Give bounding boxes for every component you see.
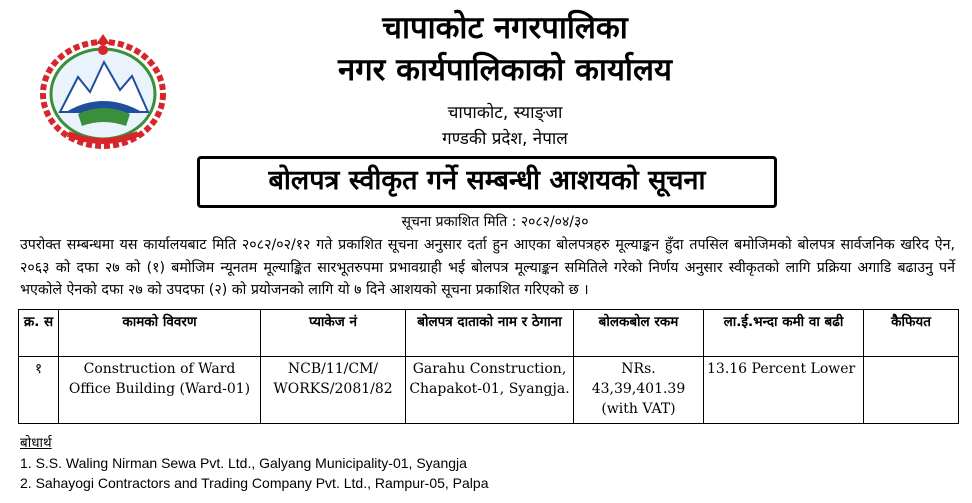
col-header-work: कामको विवरण [59, 310, 261, 357]
table-row [19, 357, 959, 424]
cell-sn: १ [19, 357, 59, 424]
notice-title: बोलपत्र स्वीकृत गर्ने सम्बन्धी आशयको सूचना [197, 156, 777, 208]
note-item: 2. Sahayogi Contractors and Trading Company Pvt. Ltd., Rampur-05, Palpa [20, 475, 489, 491]
address-line-2: गण्डकी प्रदेश, नेपाल [442, 129, 568, 149]
cell-bidder: Garahu Construction, Chapakot-01, Syangja. [406, 357, 574, 424]
cell-work: Construction of Ward Office Building (Ward-01) [59, 357, 261, 424]
notes-section [20, 433, 488, 493]
col-header-bidder: बोलपत्र दाताको नाम र ठेगाना [406, 310, 574, 357]
office-name: नगर कार्यपालिकाको कार्यालय [338, 52, 672, 88]
cell-package: NCB/11/CM/ WORKS/2081/82 [261, 357, 406, 424]
col-header-variance: ला.ई.भन्दा कमी वा बढी [704, 310, 864, 357]
cell-remarks [864, 357, 959, 424]
col-header-amount: बोलकबोल रकम [574, 310, 704, 357]
cell-variance: 13.16 Percent Lower [704, 357, 864, 424]
col-header-remarks: कैफियत [864, 310, 959, 357]
address-line-1: चापाकोट, स्याङ्जा [447, 103, 563, 123]
published-date: सूचना प्रकाशित मिति : २०८२/०४/३० [401, 214, 589, 230]
notes-heading: बोधार्थ [20, 435, 52, 451]
col-header-sn: क्र. स [19, 310, 59, 357]
bid-table [18, 309, 959, 424]
note-item: 1. S.S. Waling Nirman Sewa Pvt. Ltd., Galyang Municipality-01, Syangja [20, 455, 467, 471]
cell-amount: NRs. 43,39,401.39 (with VAT) [574, 357, 704, 424]
nepal-government-emblem-icon [38, 32, 168, 150]
municipality-name: चापाकोट नगरपालिका [382, 10, 628, 46]
col-header-package: प्याकेज नं [261, 310, 406, 357]
notice-body: उपरोक्त सम्बन्धमा यस कार्यालयबाट मिति २०८२/०२/१२ गते प्रकाशित सूचना अनुसार दर्ता हुन आएका बोलपत्रहरु मूल्याङ्कन हुँदा तपसिल बमोजिमको बोलपत्र सार्वजनिक खरिद ऐन, २०६३ को दफा २७ को (१) बमोजिम न्यूनतम मूल्याङ्कित सारभूतरुपमा प्रभावग्राही भई बोलपत्र मूल्याङ्कन समितिले गरेको निर्णय अनुसार स्वीकृतको लागि प्रक्रिया अगाडि बढाउनु पर्ने भएकोले ऐनको दफा २७ को उपदफा (२) को प्रयोजनको लागि यो ७ दिने आशयको सूचना प्रकाशित गरिएको छ । [20, 237, 956, 298]
table-header-row [19, 310, 959, 357]
